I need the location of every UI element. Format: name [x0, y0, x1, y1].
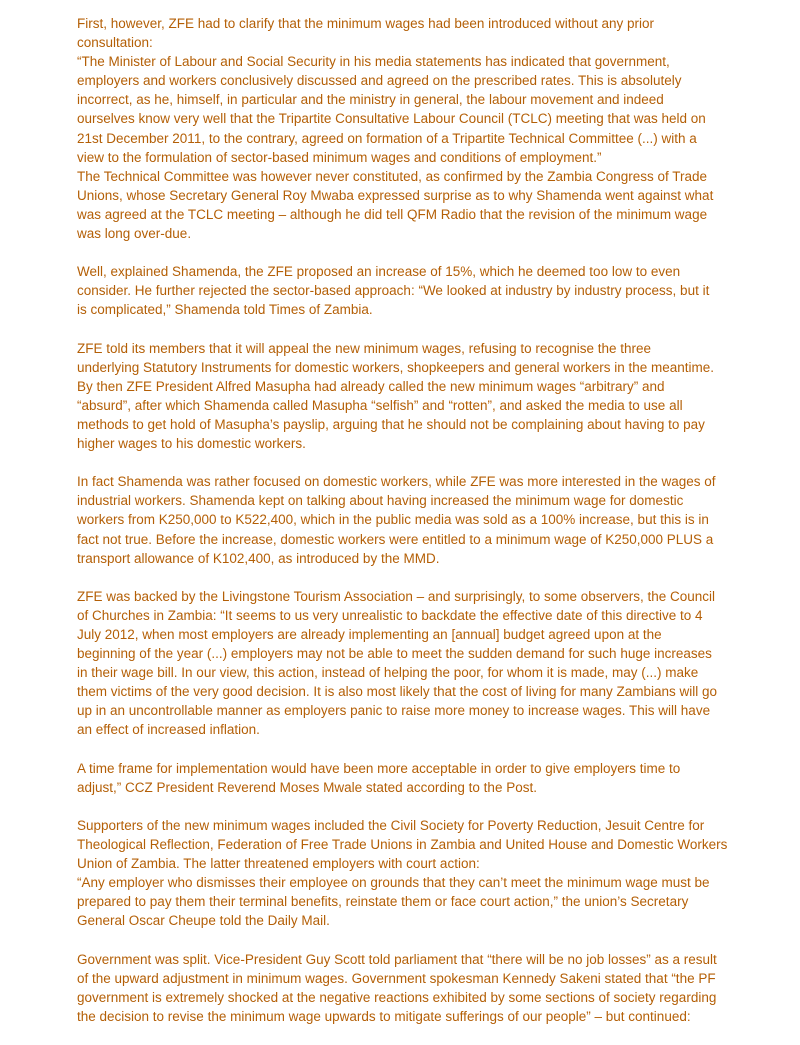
paragraph-7	[77, 816, 737, 931]
text-line: consider. He further rejected the sector-based approach: “We looked at industry by industry process, but it	[77, 283, 710, 299]
text-line: beginning of the year (...) employers may not be able to meet the sudden demand for such huge increases	[77, 646, 712, 662]
text-line: Well, explained Shamenda, the ZFE proposed an increase of 15%, which he deemed too low to even	[77, 264, 681, 280]
text-line: prepared to pay them their terminal benefits, reinstate them or face court action,” the union’s Secretary	[77, 894, 689, 910]
text-line: them victims of the very good decision. It is also most likely that the cost of living for many Zambians will go	[77, 684, 718, 700]
text-line: ZFE told its members that it will appeal the new minimum wages, refusing to recognise the three	[77, 340, 652, 356]
text-line: the decision to revise the minimum wage upwards to mitigate sufferings of our people” – but continued:	[77, 1008, 691, 1024]
text-line: is complicated,” Shamenda told Times of Zambia.	[77, 302, 373, 318]
text-line: view to the formulation of sector-based minimum wages and conditions of employment.”	[77, 149, 602, 165]
text-line: “absurd”, after which Shamenda called Masupha “selfish” and “rotten”, and asked the media to use all	[77, 397, 683, 413]
text-line: The Technical Committee was however never constituted, as confirmed by the Zambia Congress of Trade	[77, 168, 708, 184]
text-line: government is extremely shocked at the negative reactions exhibited by some sections of society regarding	[77, 989, 717, 1005]
text-line: incorrect, as he, himself, in particular and the ministry in general, the labour movement and indeed	[77, 92, 664, 108]
text-line: General Oscar Cheupe told the Daily Mail.	[77, 913, 330, 929]
text-line: consultation:	[77, 35, 153, 51]
text-line: employers and workers conclusively discussed and agreed on the prescribed rates. This is absolutely	[77, 73, 682, 89]
text-line: fact not true. Before the increase, domestic workers were entitled to a minimum wage of K250,000 PLUS a	[77, 531, 714, 547]
text-line: A time frame for implementation would have been more acceptable in order to give employers time to	[77, 760, 681, 776]
paragraph-4	[77, 472, 737, 567]
text-line: By then ZFE President Alfred Masupha had already called the new minimum wages “arbitrary” and	[77, 378, 665, 394]
text-line: “The Minister of Labour and Social Security in his media statements has indicated that government,	[77, 54, 670, 70]
text-line: ZFE was backed by the Livingstone Tourism Association – and surprisingly, to some observers, the Council	[77, 588, 716, 604]
text-line: up in an uncontrollable manner as employers panic to raise more money to increase wages. This will have	[77, 703, 711, 719]
paragraph-1	[77, 14, 737, 243]
text-line: was agreed at the TCLC meeting – although he did tell QFM Radio that the revision of the minimum wage	[77, 206, 708, 222]
text-line: Unions, whose Secretary General Roy Mwaba expressed surprise as to why Shamenda went against what	[77, 187, 714, 203]
text-line: was long over-due.	[77, 226, 192, 242]
text-line: “Any employer who dismisses their employee on grounds that they can’t meet the minimum wage must be	[77, 875, 710, 891]
text-line: of Churches in Zambia: “It seems to us very unrealistic to backdate the effective date of this directive to 4	[77, 607, 703, 623]
text-line: underlying Statutory Instruments for domestic workers, shopkeepers and general workers in the meantime.	[77, 359, 715, 375]
text-line: ourselves know very well that the Tripartite Consultative Labour Council (TCLC) meeting that was held on	[77, 111, 706, 127]
text-line: First, however, ZFE had to clarify that the minimum wages had been introduced without any prior	[77, 16, 655, 31]
text-line: In fact Shamenda was rather focused on domestic workers, while ZFE was more interested in the wages of	[77, 474, 716, 490]
text-line: 21st December 2011, to the contrary, agreed on formation of a Tripartite Technical Committee (...) with a	[77, 130, 697, 146]
text-line: Government was split. Vice-President Guy Scott told parliament that “there will be no job losses” as a result	[77, 951, 717, 967]
text-line: Supporters of the new minimum wages included the Civil Society for Poverty Reduction, Jesuit Centre for	[77, 817, 705, 833]
text-line: July 2012, when most employers are already implementing an [annual] budget agreed upon at the	[77, 627, 662, 642]
paragraph-8	[77, 950, 737, 1026]
paragraph-3	[77, 339, 737, 454]
text-line: industrial workers. Shamenda kept on talking about having increased the minimum wage for domestic	[77, 493, 684, 509]
text-line: transport allowance of K102,400, as introduced by the MMD.	[77, 550, 440, 566]
text-line: adjust,” CCZ President Reverend Moses Mwale stated according to the Post.	[77, 779, 537, 795]
paragraph-6	[77, 759, 737, 797]
text-line: of the upward adjustment in minimum wages. Government spokesman Kennedy Sakeni stated that “the PF	[77, 970, 716, 986]
text-line: methods to get hold of Masupha’s payslip, arguing that he should not be complaining about having to pay	[77, 416, 705, 432]
paragraph-2	[77, 262, 737, 319]
paragraph-5	[77, 587, 737, 740]
text-line: workers from K250,000 to K522,400, which in the public media was sold as a 100% increase, but this is in	[77, 512, 709, 528]
document-page	[77, 14, 737, 1045]
text-line: Union of Zambia. The latter threatened employers with court action:	[77, 856, 480, 872]
text-line: an effect of increased inflation.	[77, 722, 260, 738]
text-line: higher wages to his domestic workers.	[77, 436, 306, 452]
text-line: Theological Reflection, Federation of Free Trade Unions in Zambia and United House and Domestic Workers	[77, 837, 728, 853]
text-line: in their wage bill. In our view, this action, instead of helping the poor, for whom it is made, may (...) make	[77, 665, 699, 681]
